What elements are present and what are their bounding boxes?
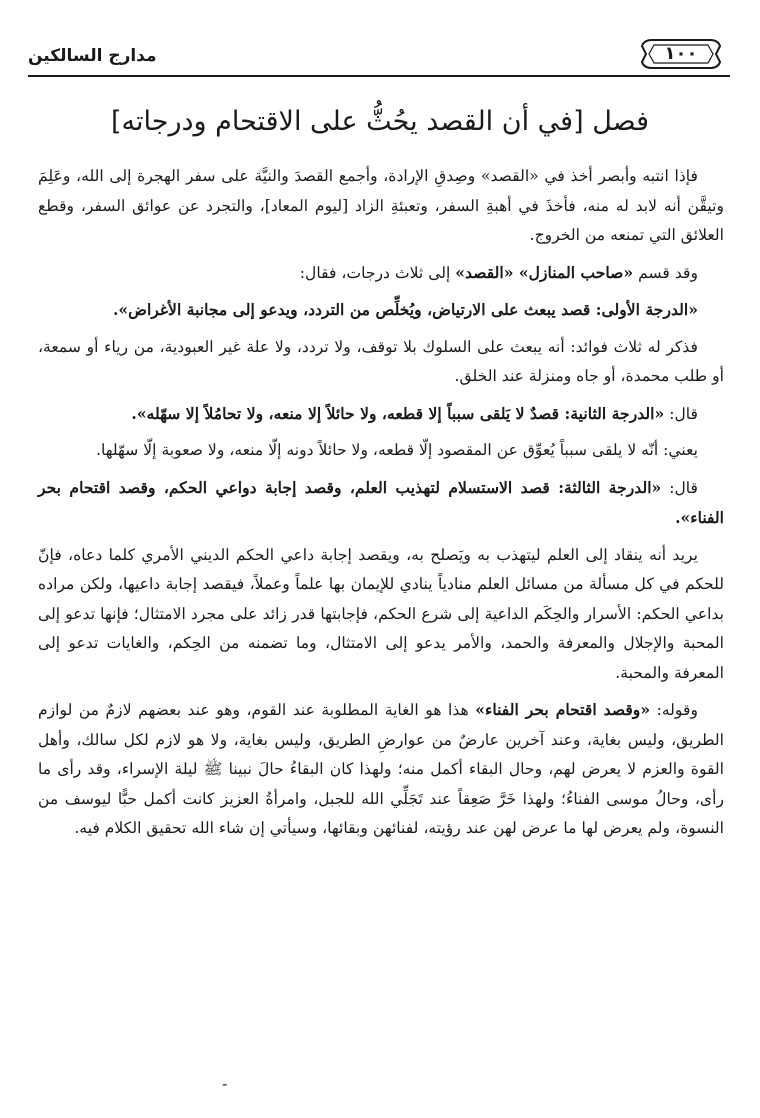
paragraph-p8	[38, 541, 724, 689]
body-segment: قال:	[664, 404, 698, 423]
paragraph-p7	[38, 473, 724, 534]
page-number-ornament	[638, 36, 724, 72]
quoted-text: «صاحب المنازل» «القصد»	[455, 262, 634, 282]
body-text	[38, 162, 724, 851]
chapter-heading: فصل [في أن القصد يحُثُّ على الاقتحام ودرجاته]	[111, 106, 649, 137]
paragraph-p1	[38, 162, 724, 251]
quoted-text: «وقصد اقتحام بحر الفناء»	[475, 700, 651, 719]
body-segment: وقوله:	[650, 701, 698, 719]
book-title: مدارج السالكين	[28, 46, 157, 66]
body-segment: إلى ثلاث درجات، فقال:	[299, 263, 456, 282]
body-segment: فذكر له ثلاث فوائد: أنه يبعث على السلوك بلا توقف، ولا تردد، ولا علة غير العبودية، من رياء أو سمعة، أو طلب محمدة، أو جاه ومنزلة عند الخلق.	[38, 337, 724, 385]
quoted-text: «الدرجة الثانية: قصدٌ لا يَلقى سبباً إلا قطعه، ولا حائلاً إلا منعه، ولا تحامُلاً إلا سهّله».	[131, 403, 665, 423]
body-segment: وقد قسم	[633, 263, 698, 282]
paragraph-p4	[38, 333, 724, 392]
quoted-text: «الدرجة الأولى: قصد يبعث على الارتياض، ويُخلِّص من التردد، ويدعو إلى مجانبة الأغراض».	[112, 300, 698, 319]
paragraph-p3	[38, 295, 724, 326]
body-segment: قال:	[661, 478, 699, 497]
body-segment: هذا هو الغاية المطلوبة عند القوم، وهو عند بعضهم لازمٌ من لوازم الطريق، وليس بغاية، وعند آخرين عارضٌ من عوارضِ الطريق، وليس بغاية، ولا هو لازم لكل سالك، وأهل القوة والعزم لا يعرض لهم، وحال البقاء أكمل منه؛ ولهذا كان البقاءُ حالَ نبينا ﷺ ليلة الإسراء، وقد رأى ما رأى، وحالُ موسى الفناءُ؛ ولهذا خَرَّ صَعِقاً عند تَجَلِّي الله للجبل، وامرأةُ العزيز كانت أكمل حبًّا ليوسف من النسوة، ولم يعرض لها ما عرض لهن عند رؤيته، لفنائهن وبقائها، وسيأتي إن شاء الله تحقيق الكلام فيه.	[38, 701, 724, 837]
body-segment: يريد أنه ينقاد إلى العلم ليتهذب به ويَصلح به، ويقصد إجابة داعي الحكم الديني الأمري كلما دعاه، فإنّ للحكم في كل مسألة من مسائل العلم منادياً ينادي للإيمان بها علماً وعملاً، فيقصد إجابة داعيها، ولكن مراده بداعي الحكم: الأسرار والحِكَم الداعية إلى شرع الحكم، فإجابتها قدر زائد على مجرد الامتثال؛ فإنها تدعو إلى المحبة والإجلال والمعرفة والحمد، والأمر يدعو إلى الامتثال، وما تضمنه من الحِكم، والغايات تدعو إلى المعرفة والمحبة.	[38, 545, 724, 682]
running-header	[28, 36, 734, 76]
paragraph-p2	[38, 258, 724, 289]
header-divider	[28, 75, 730, 77]
paragraph-p9	[38, 695, 724, 844]
end-mark: -	[222, 1074, 228, 1093]
paragraph-p5	[38, 399, 724, 430]
quoted-text: «الدرجة الثالثة: قصد الاستسلام لتهذيب العلم، وقصد إجابة دواعي الحكم، وقصد اقتحام بحر الفناء».	[38, 477, 724, 527]
paragraph-p6	[38, 436, 724, 466]
body-segment: فإذا انتبه وأبصر أخذ في «القصد» وصِدقِ الإرادة، وأجمع القصدَ والنيَّة على سفر الهجرة إلى الله، وعَلِمَ وتيقَّن أنه لابد له منه، فأخذَ في أهبةِ السفر، وتعبئةِ الزاد [ليوم المعاد]، والتجرد عن عوائق السفر، وقطع العلائق التي تمنعه من الخروج.	[38, 167, 724, 244]
page-number: ١٠٠	[664, 43, 698, 64]
body-segment: يعني: أنّه لا يلقى سبباً يُعوِّق عن المقصود إلّا قطعه، ولا حائلاً دونه إلّا منعه، ولا صعوبة إلّا سهّلها.	[96, 441, 698, 459]
